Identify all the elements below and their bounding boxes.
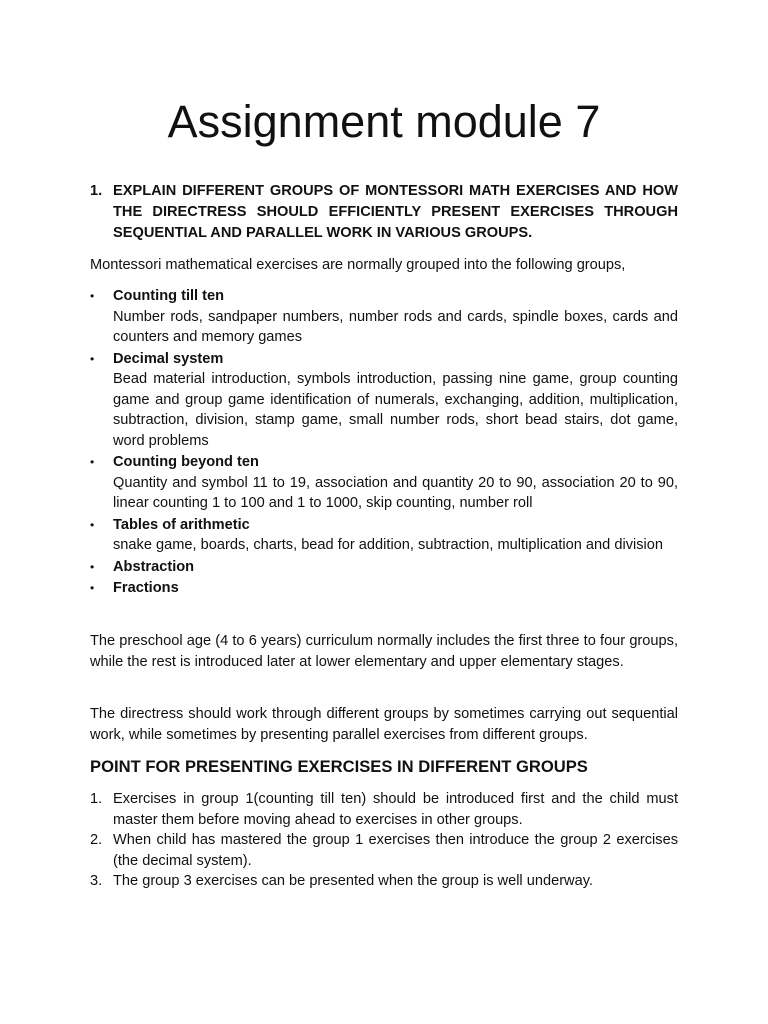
section-heading: POINT FOR PRESENTING EXERCISES IN DIFFERENT GROUPS xyxy=(90,757,588,776)
group-heading: Decimal system xyxy=(113,350,224,367)
group-description: Number rods, sandpaper numbers, number rods and cards, spindle boxes, cards and counters and memory games xyxy=(113,308,678,345)
point-text: The group 3 exercises can be presented when the group is well underway. xyxy=(113,873,593,889)
group-heading: Abstraction xyxy=(113,558,195,575)
bullet-icon: • xyxy=(90,289,95,303)
bullet-icon: • xyxy=(90,351,95,366)
list-item xyxy=(90,515,678,556)
list-item xyxy=(90,830,678,871)
intro-paragraph: Montessori mathematical exercises are normally grouped into the following groups, xyxy=(90,257,626,273)
bullet-icon: • xyxy=(90,517,95,532)
point-text: Exercises in group 1(counting till ten) should be introduced first and the child must master them before moving ahead to exercises in other groups. xyxy=(113,791,678,828)
group-heading: Counting beyond ten xyxy=(113,454,259,470)
group-heading: Counting till ten xyxy=(113,288,225,304)
document-title: Assignment module 7 xyxy=(167,96,601,147)
question-text: EXPLAIN DIFFERENT GROUPS OF MONTESSORI MATH EXERCISES AND HOW THE DIRECTRESS SHOULD EFFICIENTLY PRESENT EXERCISES THROUGH SEQUENTIAL AND PARALLEL WORK IN VARIOUS GROUPS. xyxy=(113,183,678,241)
list-item xyxy=(90,578,678,599)
point-text: When child has mastered the group 1 exercises then introduce the group 2 exercises (the decimal system). xyxy=(113,832,678,869)
bullet-icon: • xyxy=(90,455,95,469)
question-1 xyxy=(90,181,678,244)
bullet-icon: • xyxy=(90,581,95,595)
group-description: Quantity and symbol 11 to 19, association and quantity 20 to 90, association 20 to 90, linear counting 1 to 100 and 1 to 1000, skip counting, number roll xyxy=(113,474,678,511)
group-heading: Tables of arithmetic xyxy=(113,516,250,533)
group-heading: Fractions xyxy=(113,580,179,596)
point-number: 2. xyxy=(90,832,103,848)
groups-list xyxy=(90,286,678,600)
list-item xyxy=(90,349,678,452)
list-item xyxy=(90,871,678,892)
list-item xyxy=(90,286,678,348)
list-item xyxy=(90,452,678,514)
list-item xyxy=(90,557,678,578)
points-list xyxy=(90,789,678,892)
point-number: 1. xyxy=(90,791,103,807)
preschool-paragraph: The preschool age (4 to 6 years) curriculum normally includes the first three to four groups, while the rest is introduced later at lower elementary and upper elementary stages. xyxy=(90,633,678,670)
directress-paragraph: The directress should work through different groups by sometimes carrying out sequential work, while sometimes by presenting parallel exercises from different groups. xyxy=(90,706,678,743)
point-number: 3. xyxy=(90,873,103,889)
list-item xyxy=(90,789,678,830)
group-description: snake game, boards, charts, bead for addition, subtraction, multiplication and division xyxy=(113,537,664,553)
group-description: Bead material introduction, symbols introduction, passing nine game, group counting game and group game identification of numerals, exchanging, addition, multiplication, subtraction, division, stamp game, small number rods, short bead stairs, dot game, word problems xyxy=(113,371,678,449)
bullet-icon: • xyxy=(90,559,95,574)
question-number: 1. xyxy=(90,183,103,199)
